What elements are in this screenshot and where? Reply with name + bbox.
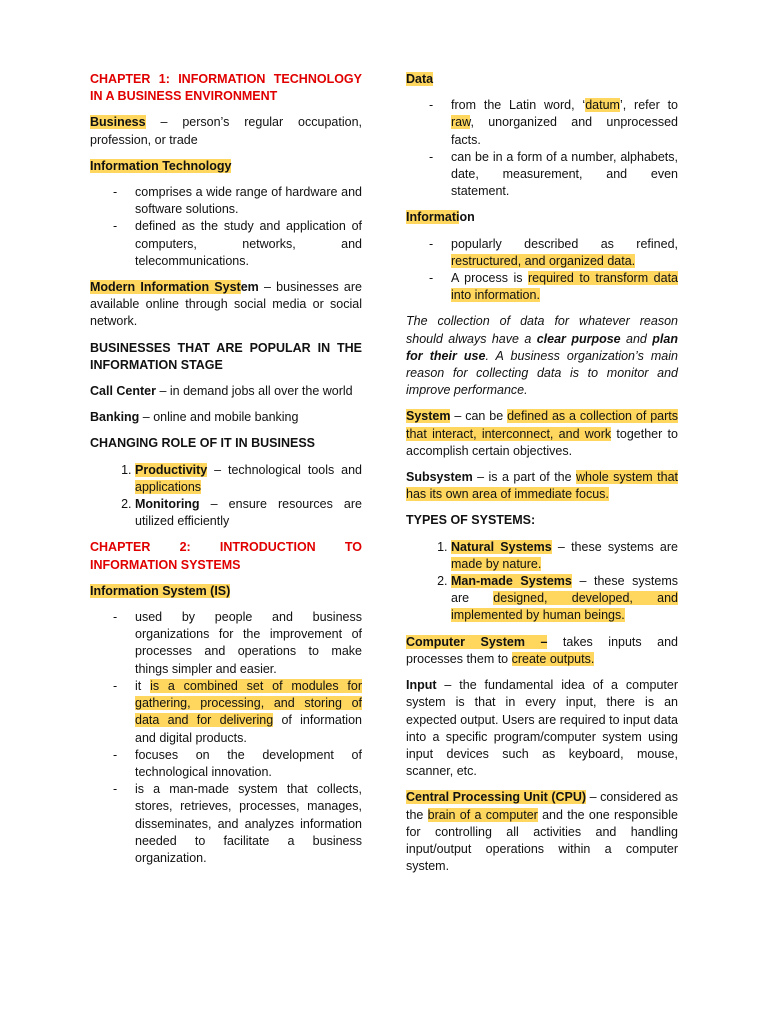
left-column	[90, 71, 362, 876]
mis-term: Modern Information Syst	[90, 280, 241, 295]
list-item: 1. Natural Systems – these systems are made by nature.	[451, 539, 678, 573]
mis-definition: Modern Information System – businesses are available online through social media or social network.	[90, 280, 362, 329]
call-center-definition: Call Center – in demand jobs all over the world	[90, 384, 353, 399]
list-item: - A process is required to transform data into information.	[451, 270, 678, 304]
is-heading: Information System (IS)	[90, 583, 231, 598]
list-item: - used by people and business organizations for the improvement of processes and operations to make things simpler and easier.	[135, 609, 362, 678]
subsystem-definition: Subsystem – is a part of the whole system that has its own area of immediate focus.	[406, 470, 678, 502]
types-of-systems-list	[406, 539, 678, 625]
list-item: 1. Productivity – technological tools and applications	[135, 462, 362, 496]
list-item: - is a man-made system that collects, stores, retrieves, processes, manages, disseminates, and analyzes information needed to facilitate a business organization.	[135, 781, 362, 867]
list-item: - can be in a form of a number, alphabets, date, measurement, and even statement.	[451, 149, 678, 201]
list-item: - comprises a wide range of hardware and software solutions.	[135, 184, 362, 218]
data-purpose-note: The collection of data for whatever reason should always have a clear purpose and plan for their use. A business organization’s main reason for collecting data is to monitor and improve performance.	[406, 314, 678, 398]
information-heading: Information	[406, 210, 475, 225]
it-heading: Information Technology	[90, 158, 232, 173]
types-of-systems-heading: TYPES OF SYSTEMS:	[406, 513, 536, 528]
data-bullets	[406, 97, 678, 200]
list-item: - it is a combined set of modules for gathering, processing, and storing of data and for delivering of information and digital products.	[135, 678, 362, 747]
list-item: - defined as the study and application of computers, networks, and telecommunications.	[135, 218, 362, 270]
chapter1-title: CHAPTER 1: INFORMATION TECHNOLOGY IN A BUSINESS ENVIRONMENT	[90, 72, 362, 104]
chapter2-title: CHAPTER 2: INTRODUCTION TO INFORMATION SYSTEMS	[90, 540, 362, 572]
it-bullets	[90, 184, 362, 270]
changing-role-list	[90, 462, 362, 531]
is-bullets	[90, 609, 362, 867]
computer-system-definition: Computer System – takes inputs and processes them to create outputs.	[406, 634, 678, 666]
right-column	[406, 71, 678, 884]
system-definition: System – can be defined as a collection of parts that interact, interconnect, and work together to accomplish certain objectives.	[406, 409, 678, 458]
changing-role-heading: CHANGING ROLE OF IT IN BUSINESS	[90, 436, 316, 451]
data-heading: Data	[406, 72, 434, 86]
list-item: - focuses on the development of technological innovation.	[135, 747, 362, 781]
cpu-definition: Central Processing Unit (CPU) – considered as the brain of a computer and the one responsible for controlling all activities and handling input/output operations within a computer system.	[406, 790, 678, 874]
banking-definition: Banking – online and mobile banking	[90, 410, 299, 425]
popular-businesses-heading: BUSINESSES THAT ARE POPULAR IN THE INFORMATION STAGE	[90, 340, 362, 372]
business-definition: Business – person’s regular occupation, profession, or trade	[90, 115, 362, 147]
business-term: Business	[90, 115, 146, 130]
input-definition: Input – the fundamental idea of a computer system is that in every input, there is an expected output. Users are required to input data into a specific program/computer system using input devices such as keyboard, mouse, scanner, etc.	[406, 678, 678, 779]
information-bullets	[406, 236, 678, 305]
list-item: 2. Monitoring – ensure resources are utilized efficiently	[135, 496, 362, 530]
list-item: - from the Latin word, ‘datum’, refer to raw, unorganized and unprocessed facts.	[451, 97, 678, 149]
list-item: 2. Man-made Systems – these systems are designed, developed, and implemented by human beings.	[451, 573, 678, 625]
list-item: - popularly described as refined, restructured, and organized data.	[451, 236, 678, 270]
